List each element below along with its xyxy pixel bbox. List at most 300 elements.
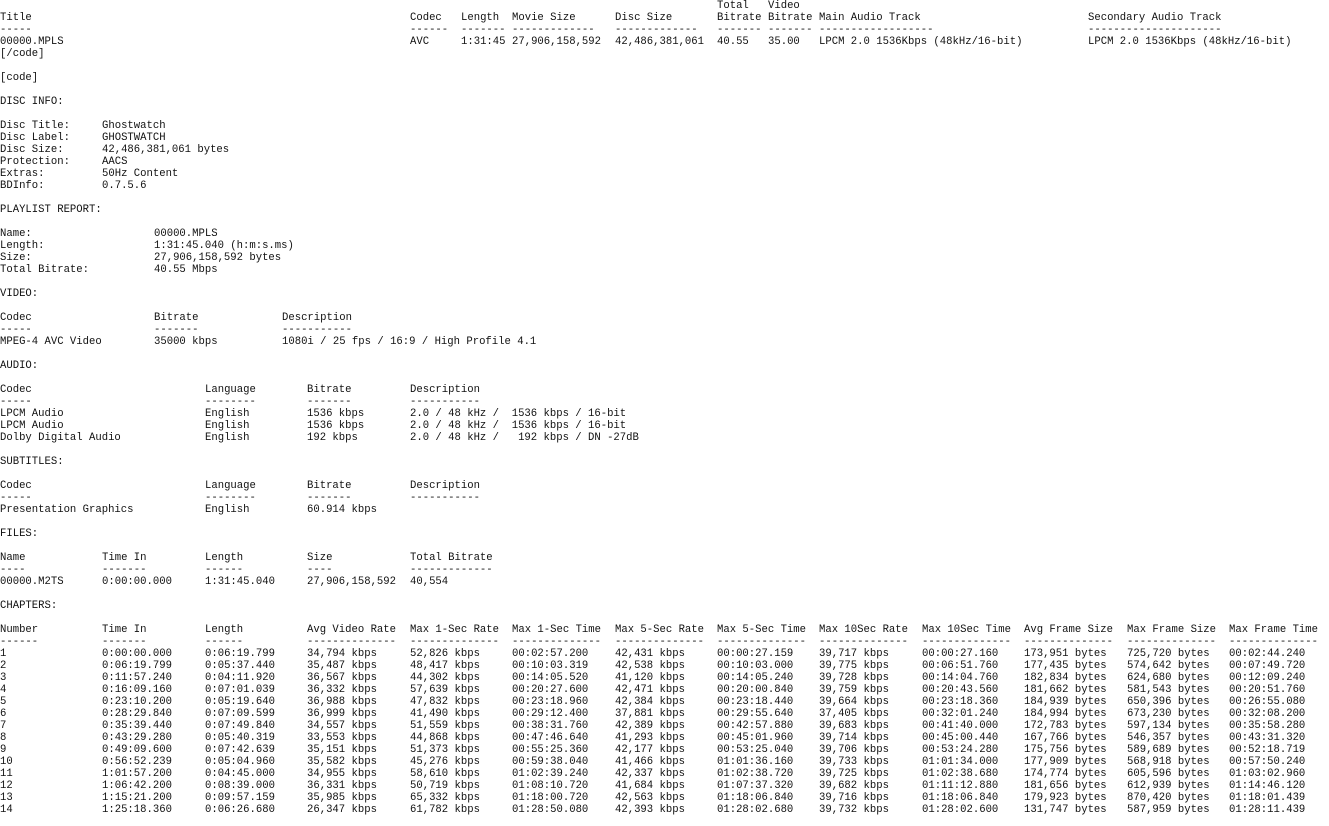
files-col-time-in: Time In <box>102 552 147 564</box>
summary-col-title: Title <box>0 12 32 24</box>
audio-description: 2.0 / 48 kHz / 1536 kbps / 16-bit <box>410 408 627 420</box>
subtitles-bitrate: 60.914 kbps <box>307 504 377 516</box>
chapter-avg-frame-size: 182,834 bytes <box>1024 672 1107 684</box>
chapter-max-5sec-time: 00:20:00.840 <box>717 684 794 696</box>
chapter-max-10sec-time: 00:20:43.560 <box>922 684 999 696</box>
chapter-max-10sec-time: 00:06:51.760 <box>922 660 999 672</box>
audio-heading: AUDIO: <box>0 360 39 372</box>
audio-col-bitrate: Bitrate <box>307 384 352 396</box>
chapter-max-1sec-time: 00:20:27.600 <box>512 684 589 696</box>
chapter-avg-video-rate: 36,567 kbps <box>307 672 377 684</box>
chapter-max-5sec-rate: 41,684 kbps <box>615 780 685 792</box>
chapter-avg-video-rate: 26,347 kbps <box>307 804 377 816</box>
chapter-max-10sec-time: 01:02:38.680 <box>922 768 999 780</box>
chapters-dash-max-10sec-rate: -------------- <box>819 636 909 648</box>
chapter-time-in: 0:11:57.240 <box>102 672 172 684</box>
chapter-time-in: 1:01:57.200 <box>102 768 172 780</box>
chapter-max-1sec-time: 00:55:25.360 <box>512 744 589 756</box>
chapter-max-frame-size: 568,918 bytes <box>1127 756 1210 768</box>
chapter-max-10sec-rate: 39,717 kbps <box>819 648 889 660</box>
summary-dash-total-bitrate: ------- <box>717 24 762 36</box>
chapter-max-10sec-time: 00:23:18.360 <box>922 696 999 708</box>
chapter-max-frame-time: 00:35:58.280 <box>1229 720 1306 732</box>
chapter-avg-video-rate: 35,151 kbps <box>307 744 377 756</box>
chapter-number: 2 <box>0 660 7 672</box>
chapter-avg-frame-size: 177,435 bytes <box>1024 660 1107 672</box>
audio-dash: ----- <box>0 396 32 408</box>
summary-secondary-audio: LPCM 2.0 1536Kbps (48kHz/16-bit) <box>1088 36 1292 48</box>
disc-size-label: Disc Size: <box>0 144 64 156</box>
chapter-number: 3 <box>0 672 7 684</box>
chapter-max-1sec-time: 00:38:31.760 <box>512 720 589 732</box>
chapter-avg-frame-size: 173,951 bytes <box>1024 648 1107 660</box>
playlist-length-label: Length: <box>0 240 45 252</box>
audio-header-row <box>0 384 1329 396</box>
chapter-max-5sec-time: 00:29:55.640 <box>717 708 794 720</box>
file-time-in: 0:00:00.000 <box>102 576 172 588</box>
audio-col-language: Language <box>205 384 256 396</box>
chapter-max-frame-time: 00:12:09.240 <box>1229 672 1306 684</box>
subtitles-codec: Presentation Graphics <box>0 504 134 516</box>
chapter-max-1sec-time: 00:23:18.960 <box>512 696 589 708</box>
playlist-name-label: Name: <box>0 228 32 240</box>
chapter-max-5sec-time: 00:45:01.960 <box>717 732 794 744</box>
chapter-avg-frame-size: 179,923 bytes <box>1024 792 1107 804</box>
chapter-max-5sec-rate: 41,466 kbps <box>615 756 685 768</box>
summary-col-codec: Codec <box>410 12 442 24</box>
summary-dash-movie-size: ------------- <box>512 24 595 36</box>
chapter-max-1sec-time: 00:59:38.040 <box>512 756 589 768</box>
chapter-length: 0:05:40.319 <box>205 732 275 744</box>
chapter-max-10sec-rate: 39,683 kbps <box>819 720 889 732</box>
chapter-time-in: 1:15:21.200 <box>102 792 172 804</box>
summary-codec: AVC <box>410 36 430 48</box>
chapters-col-time-in: Time In <box>102 624 147 636</box>
chapter-max-1sec-rate: 50,719 kbps <box>410 780 480 792</box>
files-row <box>0 576 1329 588</box>
chapter-max-1sec-rate: 47,832 kbps <box>410 696 480 708</box>
chapter-time-in: 0:00:00.000 <box>102 648 172 660</box>
audio-codec: LPCM Audio <box>0 420 64 432</box>
audio-language: English <box>205 420 250 432</box>
disc-info-row <box>0 120 1329 132</box>
audio-dash: ----------- <box>410 396 480 408</box>
chapter-avg-video-rate: 34,955 kbps <box>307 768 377 780</box>
chapter-row <box>0 720 1329 732</box>
playlist-bitrate-label: Total Bitrate: <box>0 264 90 276</box>
disc-info-row <box>0 156 1329 168</box>
chapters-dash-length: ------ <box>205 636 244 648</box>
chapter-max-10sec-rate: 39,725 kbps <box>819 768 889 780</box>
playlist-row <box>0 228 1329 240</box>
playlist-row <box>0 252 1329 264</box>
disc-size-value: 42,486,381,061 bytes <box>102 144 230 156</box>
chapter-time-in: 0:23:10.200 <box>102 696 172 708</box>
chapters-dash-max-frame-time: -------------- <box>1229 636 1319 648</box>
chapter-avg-video-rate: 36,999 kbps <box>307 708 377 720</box>
summary-video-bitrate: 35.00 <box>768 36 800 48</box>
summary-col-secondary-audio: Secondary Audio Track <box>1088 12 1222 24</box>
chapter-max-1sec-rate: 44,868 kbps <box>410 732 480 744</box>
subtitles-dash: ------- <box>307 492 352 504</box>
chapters-dash-avg-frame-size: -------------- <box>1024 636 1114 648</box>
video-col-codec: Codec <box>0 312 32 324</box>
chapter-max-frame-time: 00:07:49.720 <box>1229 660 1306 672</box>
chapter-length: 0:07:09.599 <box>205 708 275 720</box>
chapter-avg-video-rate: 36,988 kbps <box>307 696 377 708</box>
disc-info-row <box>0 144 1329 156</box>
chapters-col-max-1sec-time: Max 1-Sec Time <box>512 624 602 636</box>
chapter-max-1sec-time: 01:28:50.080 <box>512 804 589 816</box>
subtitles-dash: ----------- <box>410 492 480 504</box>
chapter-max-1sec-time: 00:02:57.200 <box>512 648 589 660</box>
chapter-row <box>0 648 1329 660</box>
audio-col-description: Description <box>410 384 480 396</box>
chapter-max-10sec-time: 00:00:27.160 <box>922 648 999 660</box>
chapter-max-10sec-rate: 39,759 kbps <box>819 684 889 696</box>
chapter-max-1sec-time: 00:29:12.400 <box>512 708 589 720</box>
chapter-length: 0:05:37.440 <box>205 660 275 672</box>
chapter-avg-video-rate: 35,985 kbps <box>307 792 377 804</box>
chapter-number: 8 <box>0 732 7 744</box>
disc-info-row <box>0 168 1329 180</box>
chapter-max-1sec-rate: 65,332 kbps <box>410 792 480 804</box>
video-heading: VIDEO: <box>0 288 39 300</box>
audio-bitrate: 1536 kbps <box>307 420 365 432</box>
chapter-max-1sec-rate: 51,373 kbps <box>410 744 480 756</box>
chapter-max-10sec-rate: 39,732 kbps <box>819 804 889 816</box>
chapter-avg-video-rate: 35,582 kbps <box>307 756 377 768</box>
video-col-bitrate: Bitrate <box>154 312 199 324</box>
chapter-length: 0:07:42.639 <box>205 744 275 756</box>
chapters-col-number: Number <box>0 624 39 636</box>
chapter-max-5sec-time: 00:23:18.440 <box>717 696 794 708</box>
chapter-number: 12 <box>0 780 13 792</box>
chapter-max-10sec-rate: 39,716 kbps <box>819 792 889 804</box>
summary-col-video-bitrate: Bitrate <box>768 12 813 24</box>
chapter-max-5sec-time: 01:02:38.720 <box>717 768 794 780</box>
chapter-length: 0:07:01.039 <box>205 684 275 696</box>
summary-col-main-audio: Main Audio Track <box>819 12 921 24</box>
audio-row <box>0 420 1329 432</box>
audio-bitrate: 192 kbps <box>307 432 358 444</box>
chapter-max-10sec-time: 00:32:01.240 <box>922 708 999 720</box>
summary-col-length: Length <box>461 12 500 24</box>
chapter-max-frame-size: 546,357 bytes <box>1127 732 1210 744</box>
audio-row <box>0 408 1329 420</box>
chapter-max-frame-size: 581,543 bytes <box>1127 684 1210 696</box>
chapter-max-10sec-time: 01:18:06.840 <box>922 792 999 804</box>
playlist-name-value: 00000.MPLS <box>154 228 218 240</box>
protection-value: AACS <box>102 156 128 168</box>
chapters-dash-row <box>0 636 1329 648</box>
chapter-max-5sec-rate: 41,293 kbps <box>615 732 685 744</box>
chapter-avg-frame-size: 172,783 bytes <box>1024 720 1107 732</box>
chapter-max-frame-time: 00:26:55.080 <box>1229 696 1306 708</box>
chapter-avg-video-rate: 35,487 kbps <box>307 660 377 672</box>
chapter-max-1sec-rate: 41,490 kbps <box>410 708 480 720</box>
file-total-bitrate: 40,554 <box>410 576 449 588</box>
chapter-length: 0:04:11.920 <box>205 672 275 684</box>
chapter-time-in: 0:49:09.600 <box>102 744 172 756</box>
summary-col-disc-size: Disc Size <box>615 12 673 24</box>
audio-codec: LPCM Audio <box>0 408 64 420</box>
chapter-max-5sec-rate: 42,471 kbps <box>615 684 685 696</box>
chapter-time-in: 0:16:09.160 <box>102 684 172 696</box>
chapter-max-1sec-rate: 48,417 kbps <box>410 660 480 672</box>
chapter-max-frame-size: 650,396 bytes <box>1127 696 1210 708</box>
chapter-row <box>0 684 1329 696</box>
chapter-max-1sec-rate: 58,610 kbps <box>410 768 480 780</box>
chapter-max-10sec-time: 00:14:04.760 <box>922 672 999 684</box>
summary-col-total-bitrate: Bitrate <box>717 12 762 24</box>
chapters-col-length: Length <box>205 624 244 636</box>
video-dash: ------- <box>154 324 199 336</box>
chapter-max-1sec-rate: 45,276 kbps <box>410 756 480 768</box>
summary-dash-main-audio: ------------------ <box>819 24 934 36</box>
chapter-max-5sec-rate: 37,881 kbps <box>615 708 685 720</box>
chapter-max-frame-size: 589,689 bytes <box>1127 744 1210 756</box>
chapter-number: 5 <box>0 696 7 708</box>
disc-title-value: Ghostwatch <box>102 120 166 132</box>
chapter-avg-video-rate: 33,553 kbps <box>307 732 377 744</box>
chapter-max-5sec-time: 00:42:57.880 <box>717 720 794 732</box>
chapter-avg-frame-size: 184,994 bytes <box>1024 708 1107 720</box>
chapter-number: 4 <box>0 684 7 696</box>
chapter-max-10sec-rate: 39,682 kbps <box>819 780 889 792</box>
chapters-col-max-frame-time: Max Frame Time <box>1229 624 1319 636</box>
summary-header-row-1 <box>0 0 1329 12</box>
code-open-tag: [code] <box>0 72 39 84</box>
chapter-max-1sec-rate: 44,302 kbps <box>410 672 480 684</box>
video-dash: ----------- <box>282 324 352 336</box>
playlist-size-value: 27,906,158,592 bytes <box>154 252 282 264</box>
video-bitrate: 35000 kbps <box>154 336 218 348</box>
chapter-max-1sec-time: 01:02:39.240 <box>512 768 589 780</box>
chapter-max-1sec-time: 01:18:00.720 <box>512 792 589 804</box>
chapters-dash-max-5sec-rate: -------------- <box>615 636 705 648</box>
chapter-number: 11 <box>0 768 13 780</box>
chapters-dash-time-in: ------- <box>102 636 147 648</box>
chapter-max-5sec-time: 00:10:03.000 <box>717 660 794 672</box>
summary-disc-size: 42,486,381,061 <box>615 36 705 48</box>
bdinfo-label: BDInfo: <box>0 180 45 192</box>
chapter-avg-frame-size: 175,756 bytes <box>1024 744 1107 756</box>
chapter-max-10sec-time: 00:53:24.280 <box>922 744 999 756</box>
chapter-length: 0:05:19.640 <box>205 696 275 708</box>
summary-col-movie-size: Movie Size <box>512 12 576 24</box>
chapter-max-5sec-rate: 42,563 kbps <box>615 792 685 804</box>
disc-label-value: GHOSTWATCH <box>102 132 166 144</box>
chapters-header-row <box>0 624 1329 636</box>
subtitles-header-row <box>0 480 1329 492</box>
chapters-dash-max-1sec-rate: -------------- <box>410 636 500 648</box>
chapter-length: 0:04:45.000 <box>205 768 275 780</box>
playlist-size-label: Size: <box>0 252 32 264</box>
summary-row <box>0 36 1329 48</box>
chapter-max-5sec-rate: 42,389 kbps <box>615 720 685 732</box>
chapter-max-10sec-rate: 39,664 kbps <box>819 696 889 708</box>
chapter-max-5sec-time: 00:14:05.240 <box>717 672 794 684</box>
disc-info-row <box>0 132 1329 144</box>
subtitles-col-codec: Codec <box>0 480 32 492</box>
playlist-length-value: 1:31:45.040 (h:m:s.ms) <box>154 240 294 252</box>
chapter-length: 0:07:49.840 <box>205 720 275 732</box>
summary-dash-codec: ------ <box>410 24 449 36</box>
chapter-max-5sec-rate: 41,120 kbps <box>615 672 685 684</box>
chapters-col-max-1sec-rate: Max 1-Sec Rate <box>410 624 500 636</box>
chapter-avg-video-rate: 34,794 kbps <box>307 648 377 660</box>
audio-description: 2.0 / 48 kHz / 192 kbps / DN -27dB <box>410 432 639 444</box>
chapter-max-1sec-rate: 52,826 kbps <box>410 648 480 660</box>
chapter-row <box>0 780 1329 792</box>
subtitles-col-description: Description <box>410 480 480 492</box>
video-dash: ----- <box>0 324 32 336</box>
chapters-dash-max-1sec-time: -------------- <box>512 636 602 648</box>
summary-dash-length: ------- <box>461 24 506 36</box>
audio-bitrate: 1536 kbps <box>307 408 365 420</box>
chapter-max-frame-time: 01:14:46.120 <box>1229 780 1306 792</box>
chapter-row <box>0 732 1329 744</box>
subtitles-heading: SUBTITLES: <box>0 456 64 468</box>
files-heading: FILES: <box>0 528 39 540</box>
chapters-dash-max-10sec-time: -------------- <box>922 636 1012 648</box>
chapter-time-in: 0:06:19.799 <box>102 660 172 672</box>
video-row <box>0 336 1329 348</box>
chapter-max-frame-size: 605,596 bytes <box>1127 768 1210 780</box>
chapters-col-avg-frame-size: Avg Frame Size <box>1024 624 1114 636</box>
chapter-max-frame-size: 725,720 bytes <box>1127 648 1210 660</box>
chapters-col-max-5sec-rate: Max 5-Sec Rate <box>615 624 705 636</box>
chapter-time-in: 1:06:42.200 <box>102 780 172 792</box>
chapters-col-max-5sec-time: Max 5-Sec Time <box>717 624 807 636</box>
summary-total-bitrate: 40.55 <box>717 36 749 48</box>
chapter-row <box>0 792 1329 804</box>
audio-row <box>0 432 1329 444</box>
chapter-avg-frame-size: 181,662 bytes <box>1024 684 1107 696</box>
chapter-max-10sec-rate: 39,733 kbps <box>819 756 889 768</box>
chapter-max-frame-time: 00:43:31.320 <box>1229 732 1306 744</box>
files-col-size: Size <box>307 552 333 564</box>
chapter-number: 1 <box>0 648 7 660</box>
chapter-max-frame-time: 01:28:11.439 <box>1229 804 1306 816</box>
chapter-row <box>0 708 1329 720</box>
chapter-max-10sec-time: 01:01:34.000 <box>922 756 999 768</box>
disc-title-label: Disc Title: <box>0 120 70 132</box>
video-description: 1080i / 25 fps / 16:9 / High Profile 4.1 <box>282 336 537 348</box>
files-col-name: Name <box>0 552 26 564</box>
chapter-max-frame-time: 01:18:01.439 <box>1229 792 1306 804</box>
bdinfo-value: 0.7.5.6 <box>102 180 147 192</box>
subtitles-language: English <box>205 504 250 516</box>
chapters-col-max-10sec-rate: Max 10Sec Rate <box>819 624 909 636</box>
playlist-row <box>0 264 1329 276</box>
chapter-max-5sec-rate: 42,177 kbps <box>615 744 685 756</box>
chapter-number: 7 <box>0 720 7 732</box>
chapter-length: 0:08:39.000 <box>205 780 275 792</box>
chapters-dash-number: ------ <box>0 636 39 648</box>
chapters-dash-avg-video-rate: -------------- <box>307 636 397 648</box>
chapter-length: 0:05:04.960 <box>205 756 275 768</box>
chapter-max-frame-time: 00:32:08.200 <box>1229 708 1306 720</box>
subtitles-dash: -------- <box>205 492 256 504</box>
chapter-max-10sec-time: 00:45:00.440 <box>922 732 999 744</box>
audio-language: English <box>205 432 250 444</box>
chapter-max-1sec-time: 00:14:05.520 <box>512 672 589 684</box>
files-header-row <box>0 552 1329 564</box>
chapter-max-10sec-time: 00:41:40.000 <box>922 720 999 732</box>
chapter-max-10sec-rate: 39,728 kbps <box>819 672 889 684</box>
chapter-max-10sec-rate: 39,714 kbps <box>819 732 889 744</box>
chapter-avg-video-rate: 36,331 kbps <box>307 780 377 792</box>
video-header-row <box>0 312 1329 324</box>
chapter-length: 0:06:19.799 <box>205 648 275 660</box>
code-close-tag: [/code] <box>0 48 45 60</box>
chapter-max-5sec-time: 00:00:27.159 <box>717 648 794 660</box>
chapter-max-frame-time: 00:57:50.240 <box>1229 756 1306 768</box>
chapter-max-1sec-time: 00:47:46.640 <box>512 732 589 744</box>
subtitles-dash-row <box>0 492 1329 504</box>
protection-label: Protection: <box>0 156 70 168</box>
chapter-max-5sec-time: 01:18:06.840 <box>717 792 794 804</box>
chapter-avg-frame-size: 131,747 bytes <box>1024 804 1107 816</box>
chapter-avg-frame-size: 167,766 bytes <box>1024 732 1107 744</box>
summary-movie-size: 27,906,158,592 <box>512 36 602 48</box>
file-name: 00000.M2TS <box>0 576 64 588</box>
audio-dash: -------- <box>205 396 256 408</box>
summary-dash-video-bitrate: ------- <box>768 24 813 36</box>
summary-header-row-2 <box>0 12 1329 24</box>
chapter-max-frame-time: 01:03:02.960 <box>1229 768 1306 780</box>
chapter-time-in: 0:35:39.440 <box>102 720 172 732</box>
chapter-row <box>0 672 1329 684</box>
chapter-max-5sec-time: 01:28:02.680 <box>717 804 794 816</box>
chapter-max-frame-time: 00:20:51.760 <box>1229 684 1306 696</box>
extras-value: 50Hz Content <box>102 168 179 180</box>
chapter-avg-video-rate: 34,557 kbps <box>307 720 377 732</box>
playlist-report-heading: PLAYLIST REPORT: <box>0 204 102 216</box>
chapter-max-frame-size: 587,959 bytes <box>1127 804 1210 816</box>
summary-dash-title: ----- <box>0 24 32 36</box>
chapter-time-in: 0:28:29.840 <box>102 708 172 720</box>
summary-header-video: Video <box>768 0 800 12</box>
audio-codec: Dolby Digital Audio <box>0 432 121 444</box>
chapter-row <box>0 660 1329 672</box>
subtitles-row <box>0 504 1329 516</box>
chapter-avg-frame-size: 181,656 bytes <box>1024 780 1107 792</box>
extras-label: Extras: <box>0 168 45 180</box>
chapters-heading: CHAPTERS: <box>0 600 58 612</box>
chapter-avg-video-rate: 36,332 kbps <box>307 684 377 696</box>
chapter-max-1sec-time: 00:10:03.319 <box>512 660 589 672</box>
chapter-number: 9 <box>0 744 7 756</box>
summary-main-audio: LPCM 2.0 1536Kbps (48kHz/16-bit) <box>819 36 1023 48</box>
video-dash-row <box>0 324 1329 336</box>
chapter-max-5sec-rate: 42,384 kbps <box>615 696 685 708</box>
chapter-number: 6 <box>0 708 7 720</box>
chapter-avg-frame-size: 177,909 bytes <box>1024 756 1107 768</box>
chapter-number: 13 <box>0 792 13 804</box>
files-dash: ---- <box>0 564 26 576</box>
chapter-max-5sec-time: 01:07:37.320 <box>717 780 794 792</box>
chapter-max-10sec-time: 01:28:02.600 <box>922 804 999 816</box>
chapter-row <box>0 768 1329 780</box>
chapter-max-1sec-rate: 51,559 kbps <box>410 720 480 732</box>
chapter-max-10sec-time: 01:11:12.880 <box>922 780 999 792</box>
chapter-avg-frame-size: 184,939 bytes <box>1024 696 1107 708</box>
chapters-col-max-10sec-time: Max 10Sec Time <box>922 624 1012 636</box>
chapter-max-frame-size: 597,134 bytes <box>1127 720 1210 732</box>
